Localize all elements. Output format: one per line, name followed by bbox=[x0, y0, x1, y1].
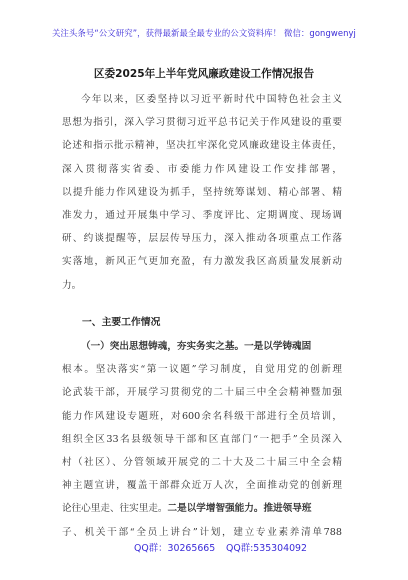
text-line: 深入贯彻落实省委、市委能力作风建设工作安排部署， bbox=[62, 163, 342, 175]
section-heading: 一、主要工作情况 bbox=[82, 317, 161, 328]
text-line: 准发力，通过开展集中学习、季度评比、定期调度、现场调 bbox=[62, 209, 342, 221]
sub-heading: （一）突出思想铸魂，夯实务实之基。 bbox=[81, 341, 245, 352]
text-line: 思想为指引，深入学习贯彻习近平总书记关于作风建设的重要 bbox=[62, 117, 342, 129]
point-label: 二是以学增智强能力。推进领导班 bbox=[167, 503, 312, 515]
text-line: 论武装干部，开展学习贯彻党的二十届三中全会精神暨加强 bbox=[62, 387, 342, 399]
text-line: 研、约谈提醒等，层层传导压力，深入推动各项重点工作落 bbox=[62, 233, 342, 245]
text-line: 村（社区）、分管领域开展党的二十大及二十届三中全会精 bbox=[62, 456, 342, 468]
sub-paragraph bbox=[62, 335, 342, 544]
footer-qq-group-2: QQ群:535304092 bbox=[226, 543, 307, 554]
text-line: 力。 bbox=[62, 279, 82, 291]
text-line: 能力作风建设专题班，对600余名科级干部进行全员培训， bbox=[62, 410, 342, 422]
text-line bbox=[62, 335, 342, 358]
text-fragment: 论往心里走、往实里走。 bbox=[62, 503, 168, 515]
footer-qq-group-1: QQ群：30265665 bbox=[134, 543, 216, 554]
text-line bbox=[62, 497, 342, 520]
text-line: 实落地，新风正气更加充盈，有力激发我区高质量发展新动 bbox=[62, 256, 342, 268]
point-label: 一是以学铸魂固 bbox=[244, 341, 312, 352]
text-line: 子、机关干部“全员上讲台”计划，建立专业素养清单788 bbox=[62, 526, 342, 538]
text-line: 论述和指示批示精神，坚决扛牢深化党风廉政建设主体责任， bbox=[62, 140, 342, 152]
page-title: 区委2025年上半年党风廉政建设工作情况报告 bbox=[93, 68, 315, 80]
text-line: 根本。坚决落实“第一议题”学习制度，自觉用党的创新理 bbox=[62, 364, 342, 376]
text-line: 以提升能力作风建设为抓手，坚持统筹谋划、精心部署、精 bbox=[62, 186, 342, 198]
text-line: 今年以来，区委坚持以习近平新时代中国特色社会主义 bbox=[81, 94, 342, 105]
intro-paragraph bbox=[62, 88, 342, 297]
text-line: 神主题宣讲，覆盖干部群众近万人次，全面推动党的创新理 bbox=[62, 480, 342, 492]
header-banner: 关注头条号“公文研究”，获得最新最全最专业的公文资料库！ 微信：gongwenyj bbox=[52, 28, 356, 38]
text-line: 组织全区33名县级领导干部和区直部门“一把手”全员深入 bbox=[62, 433, 342, 445]
